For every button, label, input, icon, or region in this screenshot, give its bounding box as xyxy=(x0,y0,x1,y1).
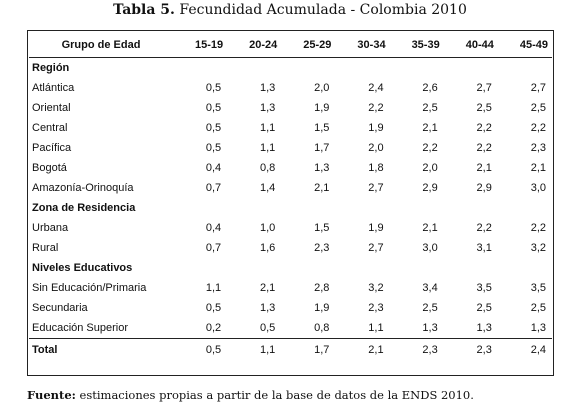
row-label: Bogotá xyxy=(32,162,67,174)
table-cell: 3,4 xyxy=(422,282,438,294)
row-label: Secundaria xyxy=(32,302,88,314)
source-label: Fuente: xyxy=(27,388,76,402)
section-row xyxy=(29,58,552,79)
table-cell: 2,2 xyxy=(476,142,492,154)
row-label: Sin Educación/Primaria xyxy=(32,282,147,294)
header-label: Grupo de Edad xyxy=(61,39,141,51)
table-cell: 2,2 xyxy=(476,222,492,234)
table-cell: 2,1 xyxy=(259,282,276,294)
table-cell: 2,2 xyxy=(476,122,492,134)
total-label: Total xyxy=(32,344,58,356)
table-cell: 1,3 xyxy=(422,322,438,334)
table-cell: 2,6 xyxy=(422,82,438,94)
table-cell: 2,1 xyxy=(422,122,438,134)
table-cell: 2,7 xyxy=(368,242,384,254)
table-cell: 0,5 xyxy=(205,82,222,94)
table-cell: 2,5 xyxy=(530,102,546,114)
total-cell: 2,3 xyxy=(422,344,438,356)
table-cell: 1,3 xyxy=(314,162,330,174)
table-cell: 3,2 xyxy=(368,282,384,294)
table-cell: 2,1 xyxy=(476,162,492,174)
table-cell: 0,8 xyxy=(314,322,330,334)
table-cell: 1,0 xyxy=(259,222,276,234)
row-label: Central xyxy=(32,122,68,134)
table-cell: 1,3 xyxy=(530,322,546,334)
row-label: Atlántica xyxy=(32,82,75,94)
table-cell: 2,3 xyxy=(530,142,546,154)
row-label: Amazonía-Orinoquía xyxy=(32,182,134,194)
table-cell: 0,5 xyxy=(205,122,222,134)
table-cell: 2,5 xyxy=(476,102,492,114)
table-cell: 3,5 xyxy=(530,282,546,294)
table-cell: 2,3 xyxy=(368,302,384,314)
table-cell: 2,7 xyxy=(530,82,546,94)
table-cell: 2,0 xyxy=(368,142,384,154)
table-cell: 2,5 xyxy=(422,102,438,114)
table-cell: 1,5 xyxy=(314,122,330,134)
table-cell: 1,3 xyxy=(476,322,492,334)
table-cell: 0,7 xyxy=(205,182,222,194)
table-cell: 1,9 xyxy=(368,222,384,234)
caption-label: Tabla 5. xyxy=(113,2,175,18)
table-cell: 2,2 xyxy=(422,142,438,154)
age-header: 35-39 xyxy=(411,39,440,51)
row-label: Rural xyxy=(32,242,59,254)
table-cell: 0,8 xyxy=(259,162,276,174)
section-row xyxy=(29,198,552,218)
table-cell: 1,8 xyxy=(368,162,384,174)
table-cell: 1,3 xyxy=(259,82,276,94)
table-cell: 1,3 xyxy=(259,102,276,114)
age-header: 45-49 xyxy=(519,39,548,51)
table-row xyxy=(29,278,552,298)
table-cell: 1,1 xyxy=(259,122,276,134)
total-cell: 2,1 xyxy=(368,344,384,356)
age-header: 25-29 xyxy=(303,39,332,51)
table-row xyxy=(29,118,552,138)
table-cell: 0,5 xyxy=(259,322,276,334)
section-title: Región xyxy=(32,62,70,74)
total-row xyxy=(29,339,552,362)
table-cell: 2,1 xyxy=(530,162,546,174)
table-cell: 2,2 xyxy=(368,102,384,114)
age-header: 15-19 xyxy=(195,39,224,51)
table-row xyxy=(29,298,552,318)
table-body xyxy=(29,58,552,362)
table-caption xyxy=(0,2,580,18)
table-cell: 0,5 xyxy=(205,302,222,314)
total-cell: 2,4 xyxy=(530,344,546,356)
age-header: 20-24 xyxy=(249,39,278,51)
section-title: Niveles Educativos xyxy=(32,262,133,274)
table-cell: 2,9 xyxy=(422,182,438,194)
table-cell: 1,1 xyxy=(259,142,276,154)
table-cell: 2,2 xyxy=(530,222,546,234)
table-cell: 2,5 xyxy=(476,302,492,314)
table-cell: 2,5 xyxy=(530,302,546,314)
table-cell: 1,7 xyxy=(314,142,330,154)
table-cell: 0,7 xyxy=(205,242,222,254)
table-row xyxy=(29,138,552,158)
table-cell: 1,9 xyxy=(314,102,330,114)
total-cell: 0,5 xyxy=(205,344,222,356)
row-label: Educación Superior xyxy=(32,322,129,334)
table-cell: 1,6 xyxy=(259,242,276,254)
table-cell: 2,8 xyxy=(314,282,330,294)
table-cell: 2,7 xyxy=(368,182,384,194)
table-cell: 1,9 xyxy=(368,122,384,134)
table-cell: 2,0 xyxy=(422,162,438,174)
table-cell: 1,4 xyxy=(259,182,276,194)
total-cell: 1,1 xyxy=(259,344,276,356)
header-row xyxy=(29,33,552,58)
table-cell: 1,1 xyxy=(368,322,384,334)
table-cell: 1,5 xyxy=(314,222,330,234)
table-cell: 2,4 xyxy=(368,82,384,94)
table-cell: 3,0 xyxy=(530,182,546,194)
row-label: Urbana xyxy=(32,222,69,234)
section-title: Zona de Residencia xyxy=(32,202,136,214)
caption-title: Fecundidad Acumulada - Colombia 2010 xyxy=(179,2,467,18)
table-cell: 1,3 xyxy=(259,302,276,314)
table-cell: 2,7 xyxy=(476,82,492,94)
table-row xyxy=(29,218,552,238)
fertility-table xyxy=(29,33,552,361)
table-cell: 2,9 xyxy=(476,182,492,194)
age-header: 40-44 xyxy=(465,39,494,51)
table-cell: 2,5 xyxy=(422,302,438,314)
table-cell: 3,1 xyxy=(476,242,492,254)
table-cell: 1,1 xyxy=(205,282,222,294)
table-cell: 2,2 xyxy=(530,122,546,134)
table-cell: 0,4 xyxy=(205,162,222,174)
table-cell: 0,2 xyxy=(205,322,222,334)
row-label: Pacífica xyxy=(32,142,72,154)
table-cell: 0,4 xyxy=(205,222,222,234)
total-cell: 1,7 xyxy=(314,344,330,356)
source-text: estimaciones propias a partir de la base de datos de la ENDS 2010. xyxy=(79,388,474,402)
table-cell: 3,5 xyxy=(476,282,492,294)
table-cell: 2,1 xyxy=(314,182,330,194)
table-row xyxy=(29,318,552,339)
table-row xyxy=(29,178,552,198)
age-header: 30-34 xyxy=(357,39,386,51)
section-row xyxy=(29,258,552,278)
table-row xyxy=(29,98,552,118)
table-cell: 2,0 xyxy=(314,82,330,94)
table-cell: 2,1 xyxy=(422,222,438,234)
table-cell: 0,5 xyxy=(205,102,222,114)
table-cell: 3,2 xyxy=(530,242,546,254)
table-row xyxy=(29,78,552,98)
table-row xyxy=(29,238,552,258)
table-cell: 3,0 xyxy=(422,242,438,254)
table-cell: 1,9 xyxy=(314,302,330,314)
table-cell: 0,5 xyxy=(205,142,222,154)
table-cell: 2,3 xyxy=(314,242,330,254)
row-label: Oriental xyxy=(32,102,71,114)
source-note xyxy=(27,388,474,402)
table-row xyxy=(29,158,552,178)
total-cell: 2,3 xyxy=(476,344,492,356)
